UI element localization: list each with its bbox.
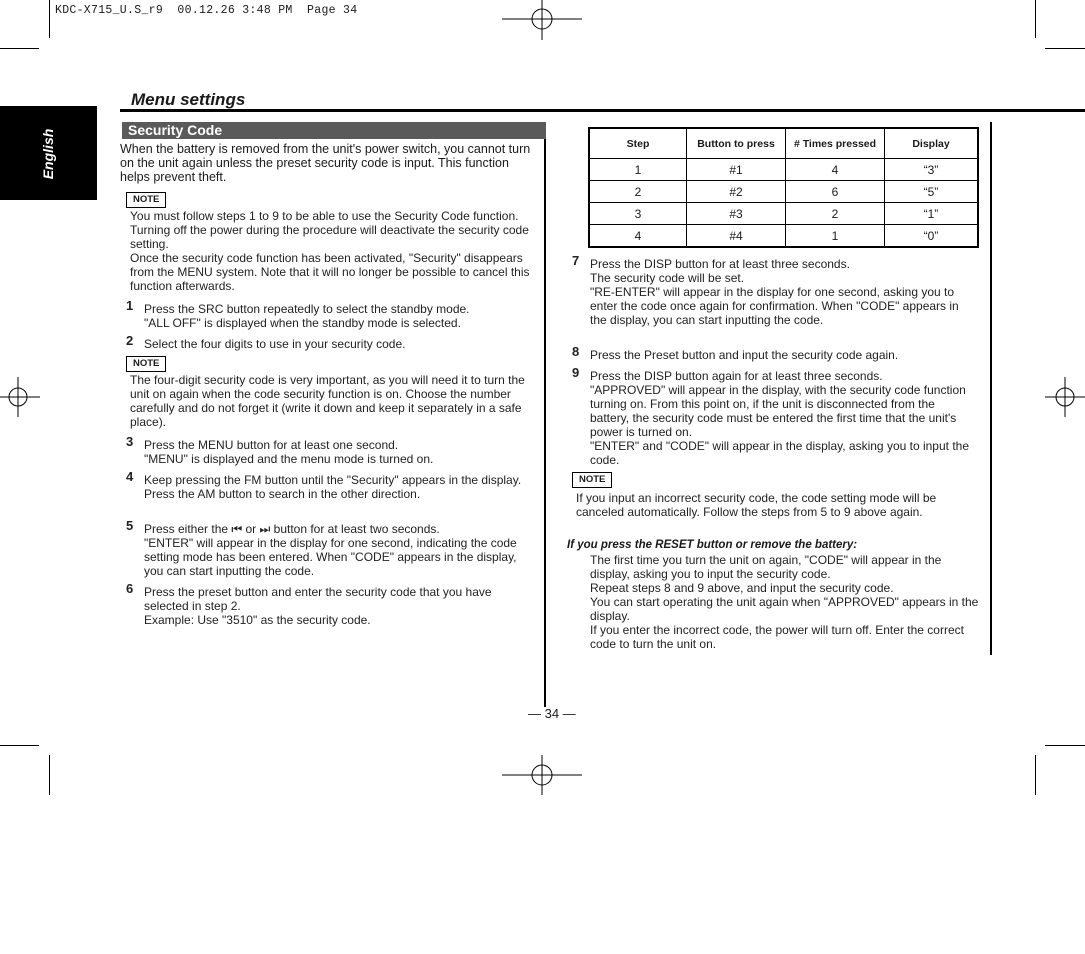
step-number: 8 bbox=[572, 344, 580, 359]
note-text: If you input an incorrect security code, the code setting mode will be canceled automatically. Follow the steps from 5 to 9 above again. bbox=[576, 491, 937, 519]
table-row bbox=[589, 159, 978, 181]
table-cell: “0” bbox=[885, 225, 979, 248]
table-header: Step bbox=[589, 128, 687, 159]
step-text: Press either the ⏮ or ⏭ button for at least two seconds. "ENTER" will appear in the display for one second, indicating the code setting mode has been entered. When "CODE" appears in the display, you can start inputting the code. bbox=[144, 522, 517, 578]
table-cell: #3 bbox=[687, 203, 786, 225]
table-cell: 1 bbox=[786, 225, 885, 248]
crop-mark bbox=[1035, 0, 1036, 38]
security-code-table bbox=[588, 127, 979, 248]
step-number: 7 bbox=[572, 253, 580, 268]
battery-text: The first time you turn the unit on again, "CODE" will appear in the display, asking you to input the security code. Repeat steps 8 and 9 above, and input the security code. You can start operating the unit again when "APPROVED" appears in the display. If you enter the incorrect code, the power will turn off. Enter the correct code to turn the unit on. bbox=[590, 553, 979, 651]
step-text: Select the four digits to use in your security code. bbox=[144, 337, 406, 351]
step-text: Press the SRC button repeatedly to select the standby mode. "ALL OFF" is displayed when the standby mode is selected. bbox=[144, 302, 470, 330]
table-cell: “3” bbox=[885, 159, 979, 181]
note-text: The four-digit security code is very important, as you will need it to turn the unit on again when the code security function is on. Choose the number carefully and do not forget it (write it down and keep it separately in a safe place). bbox=[130, 373, 525, 429]
page-number: — 34 — bbox=[528, 706, 576, 721]
table-row bbox=[589, 203, 978, 225]
table-cell: 1 bbox=[589, 159, 687, 181]
table-cell: #1 bbox=[687, 159, 786, 181]
table-row bbox=[589, 181, 978, 203]
step-text: Press the DISP button again for at least three seconds. "APPROVED" will appear in the display, with the security code function turning on. From this point on, if the unit is disconnected from the battery, the security code must be entered the first time that the unit's power is turned on. "ENTER" and "CODE" will appear in the display, asking you to input the code. bbox=[590, 369, 970, 467]
crop-mark bbox=[1045, 48, 1085, 49]
title-rule bbox=[120, 109, 1085, 112]
step-number: 5 bbox=[126, 518, 134, 533]
crop-mark bbox=[49, 755, 50, 795]
table-cell: 2 bbox=[786, 203, 885, 225]
crop-mark bbox=[0, 745, 39, 746]
step-number: 1 bbox=[126, 298, 134, 313]
section-title: Security Code bbox=[122, 122, 546, 139]
table-cell: “1” bbox=[885, 203, 979, 225]
table-cell: 2 bbox=[589, 181, 687, 203]
table-cell: 3 bbox=[589, 203, 687, 225]
intro-text: When the battery is removed from the unit's power switch, you cannot turn on the unit again unless the preset security code is input. This function helps prevent theft. bbox=[120, 142, 531, 184]
table-cell: 4 bbox=[786, 159, 885, 181]
table-row bbox=[589, 225, 978, 248]
table-cell: 6 bbox=[786, 181, 885, 203]
crop-mark bbox=[0, 48, 39, 49]
step-text: Press the MENU button for at least one second. "MENU" is displayed and the menu mode is turned on. bbox=[144, 438, 434, 466]
page-title: Menu settings bbox=[131, 90, 246, 109]
table-cell: #4 bbox=[687, 225, 786, 248]
crop-mark bbox=[49, 0, 50, 38]
step-number: 3 bbox=[126, 434, 134, 449]
battery-heading: If you press the RESET button or remove the battery: bbox=[567, 539, 858, 551]
table-header: Display bbox=[885, 128, 979, 159]
table-cell: 4 bbox=[589, 225, 687, 248]
language-tab bbox=[0, 106, 97, 200]
printer-slug: KDC-X715_U.S_r9 00.12.26 3:48 PM Page 34 bbox=[55, 4, 358, 17]
note-label: NOTE bbox=[572, 472, 612, 488]
table-header: Button to press bbox=[687, 128, 786, 159]
step-number: 2 bbox=[126, 333, 134, 348]
registration-mark-icon bbox=[502, 755, 582, 795]
table-cell: “5” bbox=[885, 181, 979, 203]
table-header-row bbox=[589, 128, 978, 159]
table-cell: #2 bbox=[687, 181, 786, 203]
table-header: # Times pressed bbox=[786, 128, 885, 159]
step-number: 4 bbox=[126, 469, 134, 484]
language-label: English bbox=[40, 128, 56, 180]
step-number: 9 bbox=[572, 365, 580, 380]
note-label: NOTE bbox=[126, 192, 166, 208]
step-text: Press the preset button and enter the security code that you have selected in step 2. Example: Use "3510" as the security code. bbox=[144, 585, 492, 627]
column-divider bbox=[990, 122, 992, 655]
step-text: Press the Preset button and input the security code again. bbox=[590, 348, 899, 362]
registration-mark-icon bbox=[0, 377, 40, 417]
step-text: Press the DISP button for at least three seconds. The security code will be set. "RE-ENTER" will appear in the display for one second, asking you to enter the code once again for confirmation. When "CODE" appears in the display, you can start inputting the code. bbox=[590, 257, 959, 327]
note-text: You must follow steps 1 to 9 to be able to use the Security Code function. Turning off the power during the procedure will deactivate the security code setting. Once the security code function has been activated, "Security" disappears from the MENU system. Note that it will no longer be possible to cancel this function afterwards. bbox=[130, 209, 530, 293]
crop-mark bbox=[1035, 755, 1036, 795]
step-text: Keep pressing the FM button until the "Security" appears in the display. Press the AM button to search in the other direction. bbox=[144, 473, 522, 501]
registration-mark-icon bbox=[502, 0, 582, 40]
registration-mark-icon bbox=[1045, 377, 1085, 417]
column-divider bbox=[544, 122, 546, 707]
step-number: 6 bbox=[126, 581, 134, 596]
note-label: NOTE bbox=[126, 356, 166, 372]
crop-mark bbox=[1045, 745, 1085, 746]
